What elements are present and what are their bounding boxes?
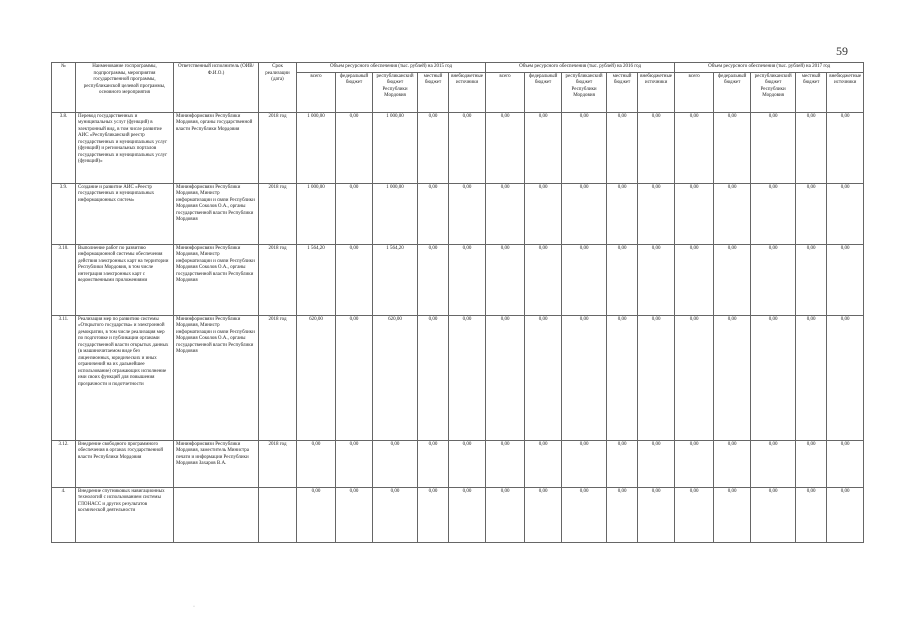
value-cell: 0,00 [336,315,373,440]
value-cell: 0,00 [449,112,486,183]
stray-mark: · [193,604,195,610]
value-cell: 0,00 [486,244,525,315]
subheader-extrabudget: внебюджетные источники [449,72,486,112]
row-term: 2018 год [259,183,297,244]
value-cell: 0,00 [796,487,827,542]
value-cell: 0,00 [638,487,675,542]
value-cell: 0,00 [297,440,336,487]
value-cell: 0,00 [562,487,607,542]
value-cell: 0,00 [607,183,638,244]
value-cell: 0,00 [827,487,864,542]
value-cell: 0,00 [638,315,675,440]
row-term [259,487,297,542]
value-cell: 0,00 [449,487,486,542]
value-cell: 0,00 [486,487,525,542]
value-cell: 0,00 [562,112,607,183]
value-cell: 1 000,00 [297,183,336,244]
value-cell: 0,00 [418,440,449,487]
value-cell: 0,00 [827,183,864,244]
value-cell: 0,00 [449,183,486,244]
row-name: Внедрение свободного программного обеспечения в органах государственной власти Республики Мордовия [76,440,174,487]
value-cell: 0,00 [336,440,373,487]
value-cell: 0,00 [418,112,449,183]
subheader-total: всего [297,72,336,112]
value-cell: 0,00 [418,315,449,440]
row-responsible: Мининформсвязи Республики Мордовия, Министр информатизации и связи Республики Мордовия Соколов О.А., органы государственной власти Республики Мордовия [174,315,259,440]
value-cell: 0,00 [751,487,796,542]
row-term: 2018 год [259,112,297,183]
header-name: Наименование госпрограммы, подпрограммы, мероприятия государственной программы, республиканской целевой программы, основного мероприятия [76,63,174,113]
value-cell: 0,00 [796,315,827,440]
header-group-2017: Объем ресурсного обеспечения (тыс. рублей) на 2017 год [675,63,864,73]
resource-table [51,62,864,543]
value-cell: 0,00 [562,244,607,315]
value-cell: 0,00 [336,487,373,542]
value-cell: 0,00 [525,487,562,542]
subheader-federal: федеральный бюджет [336,72,373,112]
row-responsible: Мининформсвязи Республики Мордовия, заместитель Министра печати и информации Республики Мордовия Захаров В.А. [174,440,259,487]
value-cell: 0,00 [714,440,751,487]
value-cell: 1 000,00 [373,112,418,183]
value-cell: 0,00 [827,112,864,183]
subheader-total: всего [486,72,525,112]
row-name: Внедрение спутниковых навигационных технологий с использованием системы ГЛОНАСС и других результатов космической деятельности [76,487,174,542]
value-cell: 0,00 [525,315,562,440]
value-cell: 0,00 [336,112,373,183]
subheader-local: местный бюджет [418,72,449,112]
value-cell: 0,00 [486,315,525,440]
row-term: 2018 год [259,244,297,315]
header-group-2015: Объем ресурсного обеспечения (тыс. рублей) на 2015 год [297,63,486,73]
value-cell: 0,00 [675,440,714,487]
value-cell: 1 000,00 [297,112,336,183]
value-cell: 0,00 [486,440,525,487]
value-cell: 0,00 [562,440,607,487]
value-cell: 0,00 [638,440,675,487]
table-header [52,63,864,113]
row-term: 2018 год [259,315,297,440]
row-responsible: Мининформсвязи Республики Мордовия, Министр информатизации и связи Республики Мордовия Соколов О.А., органы государственной власти Республики Мордовия [174,183,259,244]
value-cell: 0,00 [562,315,607,440]
row-term: 2018 год [259,440,297,487]
value-cell: 0,00 [751,315,796,440]
value-cell: 0,00 [607,244,638,315]
row-name: Выполнение работ по развитию информационной системы обеспечения действия электронных карт на территории Республики Мордовия, в том числе интеграция электронных карт с ведомственными приложениями [76,244,174,315]
value-cell: 0,00 [796,183,827,244]
table-row [52,315,864,440]
value-cell: 0,00 [449,315,486,440]
value-cell: 0,00 [638,183,675,244]
value-cell: 1 564,20 [297,244,336,315]
value-cell: 0,00 [675,183,714,244]
value-cell: 0,00 [751,440,796,487]
value-cell: 0,00 [714,183,751,244]
row-name: Создание и развитие АИС «Реестр государственных и муниципальных информационных систем» [76,183,174,244]
value-cell: 0,00 [449,244,486,315]
value-cell: 0,00 [714,315,751,440]
value-cell: 0,00 [675,487,714,542]
value-cell: 0,00 [827,440,864,487]
value-cell: 0,00 [373,487,418,542]
row-no: 3.10. [52,244,76,315]
row-name: Перевод государственных и муниципальных услуг (функций) в электронный вид, в том числе развитие АИС «Республиканский реестр государственных и муниципальных услуг (функций) и региональных порталов государственных и муниципальных услуг (функций)» [76,112,174,183]
table-row [52,487,864,542]
value-cell: 0,00 [827,315,864,440]
value-cell: 0,00 [607,487,638,542]
value-cell: 0,00 [751,112,796,183]
value-cell: 0,00 [607,112,638,183]
value-cell: 620,00 [297,315,336,440]
value-cell: 0,00 [714,112,751,183]
value-cell: 0,00 [751,244,796,315]
row-name: Реализация мер по развитию системы «Открытого государства» и электронной демократии, в том числе реализация мер по подготовке и публикации органами государственной власти открытых данных (в машиночитаемом виде без лицензионных, юридических и иных ограничений на их дальнейшее использование) отражающих исполнение ими своих функций для повышения прозрачности и подотчетности [76,315,174,440]
value-cell: 0,00 [486,112,525,183]
row-no: 4. [52,487,76,542]
subheader-total: всего [675,72,714,112]
table-row [52,244,864,315]
value-cell: 0,00 [562,183,607,244]
subheader-extrabudget: внебюджетные источники [827,72,864,112]
value-cell: 0,00 [297,487,336,542]
value-cell: 0,00 [827,244,864,315]
subheader-republican: республиканский бюджет Республики Мордовия [562,72,607,112]
value-cell: 0,00 [525,183,562,244]
header-no: № [52,63,76,113]
value-cell: 620,00 [373,315,418,440]
value-cell: 0,00 [607,315,638,440]
table-body [52,112,864,542]
subheader-republican: республиканский бюджет Республики Мордовия [373,72,418,112]
value-cell: 0,00 [418,244,449,315]
value-cell: 0,00 [714,244,751,315]
value-cell: 0,00 [373,440,418,487]
value-cell: 0,00 [418,183,449,244]
row-no: 3.11. [52,315,76,440]
value-cell: 0,00 [675,315,714,440]
row-responsible: Мининформсвязи Республики Мордовия, органы государственной власти Республики Мордовия [174,112,259,183]
value-cell: 0,00 [336,244,373,315]
header-group-2016: Объем ресурсного обеспечения (тыс. рублей) на 2016 год [486,63,675,73]
row-responsible [174,487,259,542]
value-cell: 0,00 [796,244,827,315]
value-cell: 0,00 [607,440,638,487]
value-cell: 0,00 [486,183,525,244]
value-cell: 0,00 [638,112,675,183]
subheader-extrabudget: внебюджетные источники [638,72,675,112]
row-no: 3.9. [52,183,76,244]
value-cell: 0,00 [449,440,486,487]
value-cell: 0,00 [525,440,562,487]
header-term: Срок реализации (дата) [259,63,297,113]
value-cell: 1 564,20 [373,244,418,315]
row-no: 3.8. [52,112,76,183]
value-cell: 1 000,00 [373,183,418,244]
value-cell: 0,00 [675,244,714,315]
header-responsible: Ответственный исполнитель (ОИВ/Ф.И.О.) [174,63,259,113]
subheader-federal: федеральный бюджет [714,72,751,112]
subheader-local: местный бюджет [796,72,827,112]
table-row [52,112,864,183]
value-cell: 0,00 [796,112,827,183]
subheader-federal: федеральный бюджет [525,72,562,112]
value-cell: 0,00 [796,440,827,487]
row-responsible: Мининформсвязи Республики Мордовия, Министр информатизации и связи Республики Мордовия Соколов О.А., органы государственной власти Республики Мордовия [174,244,259,315]
value-cell: 0,00 [675,112,714,183]
row-no: 3.12. [52,440,76,487]
subheader-local: местный бюджет [607,72,638,112]
page-number: 59 [836,44,848,58]
value-cell: 0,00 [525,244,562,315]
table-row [52,183,864,244]
value-cell: 0,00 [336,183,373,244]
subheader-republican: республиканский бюджет Республики Мордовия [751,72,796,112]
value-cell: 0,00 [525,112,562,183]
value-cell: 0,00 [751,183,796,244]
value-cell: 0,00 [638,244,675,315]
value-cell: 0,00 [418,487,449,542]
table-row [52,440,864,487]
value-cell: 0,00 [714,487,751,542]
